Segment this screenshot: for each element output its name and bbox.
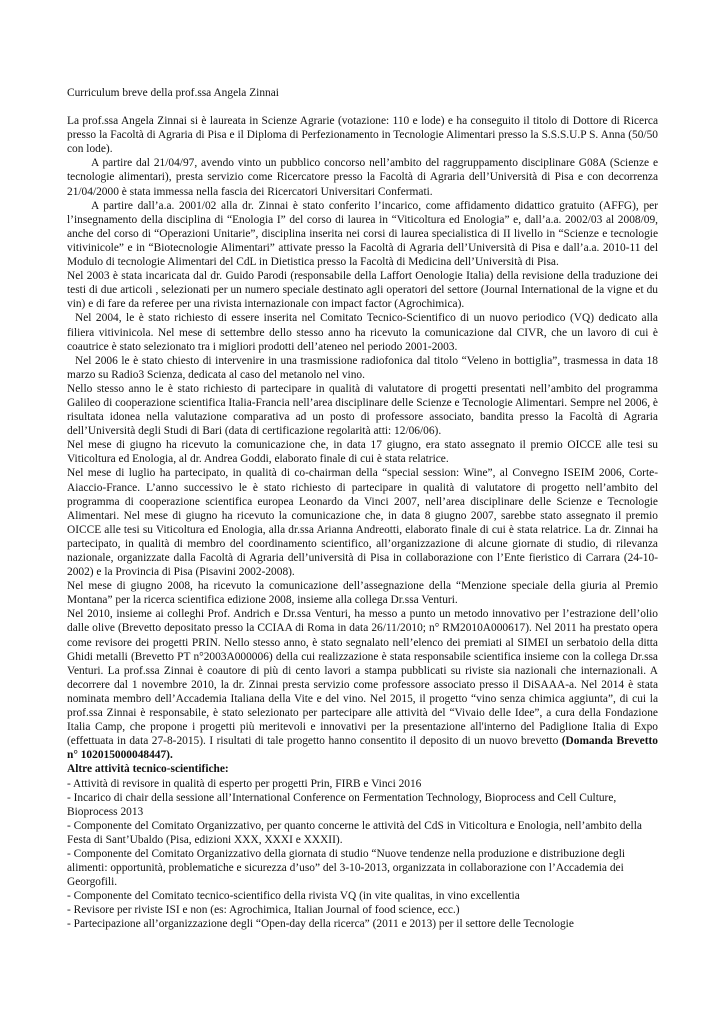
paragraph-june-award: Nel mese di giugno ha ricevuto la comunicazione che, in data 17 giugno, era stato assegnato il premio OICCE alle tesi su Viticoltura ed Enologia, al dr. Andrea Goddi, elaborato finale di cui è stata relatrice.: [67, 439, 658, 466]
paragraph-2004: Nel 2004, le è stato richiesto di essere inserita nel Comitato Tecnico-Scientifico di un nuovo periodico (VQ) dedicato alla filiera vitivinicola. Nel mese di settembre dello stesso anno ha ricevuto la comunicazione dal CIVR, che un lavoro di cui è coautrice è stato selezionato tra i migliori prodotti dell’ateneo nel periodo 2001-2003.: [67, 312, 658, 353]
paragraph-2006-evaluator: Nello stesso anno le è stato richiesto di partecipare in qualità di valutatore di progetti presentati nell’ambito del programma Galileo di cooperazione scientifica Italia-Francia nell’area disciplinare delle Scienze e Tecnologie Alimentari. Sempre nel 2006, è risultata idonea nella valutazione comparativa ad un posto di professore associato, bandita presso la Facoltà di Agraria dell’Università degli Studi di Bari (data di certificazione regolarità atti: 12/06/06).: [67, 382, 658, 438]
paragraph-2006-radio: Nel 2006 le è stato chiesto di intervenire in una trasmissione radiofonica dal titolo “Veleno in bottiglia”, trasmessa in data 18 marzo su Radio3 Scienza, dedicata al caso del metanolo nel vino.: [67, 354, 658, 381]
section-heading: Altre attività tecnico-scientifiche:: [67, 763, 229, 776]
paragraph-researcher: A partire dal 21/04/97, avendo vinto un pubblico concorso nell’ambito del raggruppamento disciplinare G08A (Scienze e tecnologie alimentari), presta servizio come Ricercatore presso la Facoltà di Agraria dell’Università di Pisa e con decorrenza 21/04/2000 è stata immessa nella fascia dei Ricercatori Universitari Confermati.: [67, 157, 658, 198]
paragraph-2003: Nel 2003 è stata incaricata dal dr. Guido Parodi (responsabile della Laffort Oenologie Italia) della revisione della traduzione dei testi di due articoli , selezionati per un numero speciale destinato agli operatori del settore (Journal International de la vigne et du vin) e di fare da referee per una rivista internazionale con impact factor (Agrochimica).: [67, 270, 658, 311]
paragraph-2010-patent: [67, 607, 658, 762]
activity-item: - Partecipazione all’organizzazione degli “Open-day della ricerca” (2011 e 2013) per il settore delle Tecnologie: [67, 918, 574, 931]
paragraph-2008: Nel mese di giugno 2008, ha ricevuto la comunicazione dell’assegnazione della “Menzione speciale della giuria al Premio Montana” per la ricerca scientifica edizione 2008, insieme alla collega Dr.ssa Venturi.: [67, 580, 658, 607]
activity-item: - Componente del Comitato Organizzativo, per quanto concerne le attività del CdS in Viticoltura e Enologia, nell’ambito della Festa di Sant’Ubaldo (Pisa, edizioni XXX, XXXI e XXXII).: [67, 819, 642, 846]
paragraph-2010-text: Nel 2010, insieme ai colleghi Prof. Andrich e Dr.ssa Venturi, ha messo a punto un metodo innovativo per l’estrazione dell’olio dalle olive (Brevetto depositato presso la CCIAA di Roma in data 26/11/2010; n° RM2010A000617). Nel 2011 ha prestato opera come revisore dei progetti PRIN. Nello stesso anno, è stato segnalato nell’elenco dei premiati al SIMEI un serbatoio della ditta Ghidi metalli (Brevetto PT n°2003A000006) della cui realizzazione è stata responsabile scientifica insieme con la collega Dr.ssa Venturi. La prof.ssa Zinnai è coautore di più di cento lavori a stampa pubblicati su riviste sia nazionali che internazionali. A decorrere dal 1 novembre 2010, la dr. Zinnai presta servizio come professore associato presso il DiSAAA-a. Nel 2014 è stata nominata membro dell’Accademia Italiana della Vite e del vino. Nel 2015, il progetto “vino senza chimica aggiunta”, di cui la prof.ssa Zinnai è responsabile, è stato selezionato per partecipare alle attività del “Vivaio delle Idee”, a cura della Fondazione Italia Camp, che propone i progetti più meritevoli e innovativi per la presentazione all'interno del Padiglione Italia di Expo (effettuata in data 27-8-2015). I risultati di tale progetto hanno consentito il deposito di un nuovo brevetto: [67, 608, 658, 748]
paragraph-education: La prof.ssa Angela Zinnai si è laureata in Scienze Agrarie (votazione: 110 e lode) e ha conseguito il titolo di Dottore di Ricerca presso la Facoltà di Agraria di Pisa e il Diploma di Perfezionamento in Tecnologie Alimentari presso la S.S.S.U.P S. Anna (50/50 con lode).: [67, 115, 658, 156]
paragraph-teaching: A partire dall’a.a. 2001/02 alla dr. Zinnai è stato conferito l’incarico, come affidamento didattico gratuito (AFFG), per l’insegnamento della disciplina di “Enologia I” del corso di laurea in “Viticoltura ed Enologia” e, dall’a.a. 2002/03 al 2008/09, anche del corso di “Operazioni Unitarie”, disciplina inserita nei corsi di laurea specialistica di II livello in “Scienze e tecnologie vitivinicole” e in “Biotecnologie Alimentari” attivate presso la Facoltà di Agraria dell’Università di Pisa e dall’a.a. 2010-11 del Modulo di tecnologie Alimentari del CdL in Dietistica presso la Facoltà di Medicina dell’Università di Pisa.: [67, 199, 658, 269]
patent-number: (Domanda Brevetto n° 102015000048447).: [67, 735, 658, 762]
activity-item: - Revisore per riviste ISI e non (es: Agrochimica, Italian Journal of food science, ecc.): [67, 904, 460, 917]
activity-item: - Attività di revisore in qualità di esperto per progetti Prin, FIRB e Vinci 2016: [67, 777, 422, 790]
activity-item: - Componente del Comitato Organizzativo della giornata di studio “Nuove tendenze nella produzione e distribuzione degli alimenti: opportunità, problematiche e sicurezza d’uso” del 3-10-2013, organizzata in collaborazione con l’Accademia dei Georgofili.: [67, 847, 626, 889]
paragraph-july-iseim: Nel mese di luglio ha partecipato, in qualità di co-chairman della “special session: Wine”, al Convegno ISEIM 2006, Corte-Aiaccio-France. L’anno successivo le è stato richiesto di partecipare in qualità di valutatore di progetto nell’ambito del programma di cooperazione scientifica europea Leonardo da Vinci 2007, nell’area disciplinare delle Scienze e Tecnologie Alimentari. Nel mese di giugno ha ricevuto la comunicazione che, in data 8 giugno 2007, sarebbe stato assegnato il premio OICCE alle tesi su Viticoltura ed Enologia, alla dr.ssa Arianna Andreotti, elaborato finale di cui è stata relatrice. La dr. Zinnai ha partecipato, in qualità di membro del coordinamento scientifico, all’organizzazione di alcune giornate di studio, di rilevanza nazionale, organizzate dalla Facoltà di Agraria dell’università di Pisa in collaborazione con l’Ente fieristico di Carrara (24-10-2002) e la Provincia di Pisa (Pisavini 2002-2008).: [67, 467, 658, 579]
activity-item: - Componente del Comitato tecnico-scientifico della rivista VQ (in vite qualitas, in vino excellentia: [67, 890, 520, 903]
activity-item: - Incarico di chair della sessione all’International Conference on Fermentation Technology, Bioprocess and Cell Culture, Bioprocess 2013: [67, 791, 617, 818]
document-title: Curriculum breve della prof.ssa Angela Zinnai: [67, 87, 279, 99]
